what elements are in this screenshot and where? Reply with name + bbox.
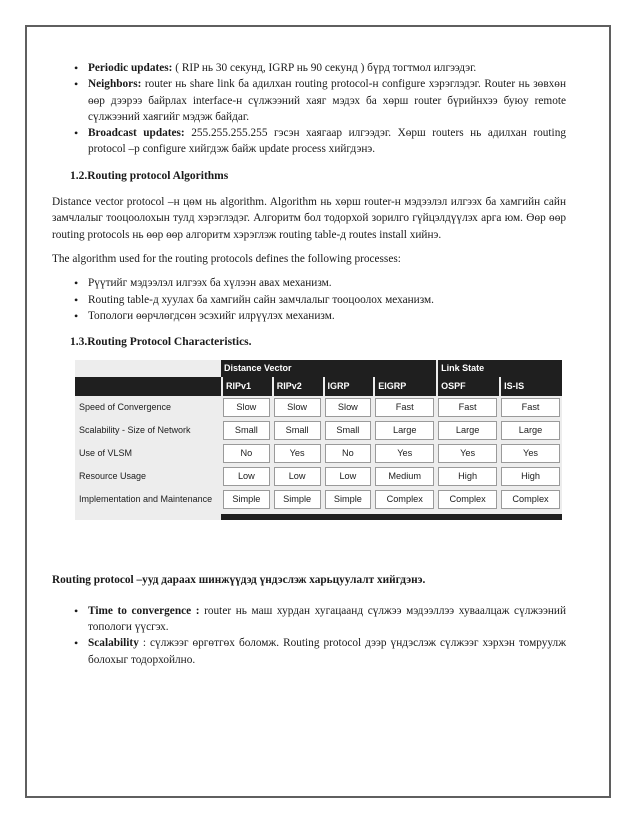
group-header: Distance Vector — [221, 360, 436, 376]
table-cell: Slow — [274, 398, 321, 417]
row-label: Resource Usage — [79, 471, 147, 482]
table-cell: Large — [375, 421, 434, 440]
list-item: • Broadcast updates: 255.255.255.255 гэсэн хаягаар илгээдэг. Хөрш routers нь адилхан routing protocol –р configure хийгдэж байж update process хийгдэнэ. — [52, 125, 566, 158]
table-row — [75, 442, 562, 465]
routing-protocol-table — [75, 360, 562, 520]
row-label: Implementation and Maintenance — [79, 494, 213, 505]
table-cell: No — [325, 444, 372, 463]
section-heading: 1.2.Routing protocol Algorithms — [70, 169, 229, 182]
table-cell: Medium — [375, 467, 434, 486]
list-item: • Топологи өөрчлөгдсөн эсэхийг илрүүлэх механизм. — [52, 308, 566, 324]
table-cell: Large — [438, 421, 497, 440]
table-cell: Simple — [274, 490, 321, 509]
list-item: • Periodic updates: ( RIP нь 30 секунд, IGRP нь 90 секунд ) бүрд тогтмол илгээдэг. — [52, 60, 566, 76]
paragraph: Distance vector protocol –н цөм нь algorithm. Algorithm нь хөрш router-н мэдээлэл илгээх ба хамгийн сайн замчлалыг тооцоолохын тулд хэрэглэдэг. Алгоритм бол тодорхой зорилго гүйцэлдүүлэх арга юм. Өөр өөр routing protocols нь өөр өөр алгоритм хэрэглэж routing table-д routes install хийнэ. — [52, 196, 566, 241]
table-row — [75, 488, 562, 511]
table-cell: Fast — [438, 398, 497, 417]
table-cell: Slow — [325, 398, 372, 417]
table-cell: Complex — [501, 490, 560, 509]
table-cell: Yes — [438, 444, 497, 463]
table-cell: Complex — [438, 490, 497, 509]
column-header: RIPv2 — [272, 377, 323, 396]
column-header: EIGRP — [373, 377, 436, 396]
process-list — [52, 275, 566, 324]
feature-list — [52, 60, 566, 158]
table-cell: No — [223, 444, 270, 463]
table-cell: Low — [223, 467, 270, 486]
paragraph-bold: Routing protocol –ууд дараах шинжүүдэд үндэслэж харьцуулалт хийгдэнэ. — [52, 574, 426, 587]
group-header: Link State — [436, 360, 562, 376]
list-item: • Рүүтийг мэдээлэл илгээх ба хүлээн авах механизм. — [52, 275, 566, 291]
list-item: • Neighbors: router нь share link ба адилхан routing protocol-н configure хэрэглэдэг. Router нь зөвхөн өөр дээрээ байрлах interface-н сүлжээний хаяг мэдэх ба хөрш router бүрийнхээ буюу remote сүлжээний хаягийг мэдэж байдаг. — [52, 76, 566, 125]
column-header: RIPv1 — [221, 377, 272, 396]
table-cell: Yes — [375, 444, 434, 463]
table-cell: Fast — [375, 398, 434, 417]
table-cell: Small — [223, 421, 270, 440]
paragraph: The algorithm used for the routing protocols defines the following processes: — [52, 252, 401, 265]
table-cell: Simple — [325, 490, 372, 509]
row-label: Scalability - Size of Network — [79, 425, 191, 436]
table-row — [75, 465, 562, 488]
table-cell: Small — [325, 421, 372, 440]
table-cell: High — [438, 467, 497, 486]
list-item: • Time to convergence : router нь маш хурдан хугацаанд сүлжээ мэдээллээ хуваалцаж сүлжээний топологи үүсгэх. — [52, 603, 566, 636]
table-cell: Slow — [223, 398, 270, 417]
row-label: Use of VLSM — [79, 448, 133, 459]
comparison-list — [52, 603, 566, 668]
row-label: Speed of Convergence — [79, 402, 172, 413]
list-item: • Routing table-д хуулах ба хамгийн сайн замчлалыг тооцоолох механизм. — [52, 292, 566, 308]
table-row — [75, 396, 562, 419]
column-header: OSPF — [436, 377, 499, 396]
table-cell: Low — [274, 467, 321, 486]
list-item: • Scalability : сүлжээг өргөтгөх боломж. Routing protocol дээр үндэслэж сүлжээг хэрхэн томруулж болохыг тодорхойлно. — [52, 635, 566, 668]
table-cell: Fast — [501, 398, 560, 417]
column-header: IGRP — [323, 377, 374, 396]
table-cell: Low — [325, 467, 372, 486]
column-header: IS-IS — [499, 377, 562, 396]
table-cell: Small — [274, 421, 321, 440]
table-cell: Yes — [274, 444, 321, 463]
table-cell: Large — [501, 421, 560, 440]
table-cell: Yes — [501, 444, 560, 463]
table-cell: Complex — [375, 490, 434, 509]
table-cell: High — [501, 467, 560, 486]
document-page — [52, 60, 566, 668]
table-cell: Simple — [223, 490, 270, 509]
section-heading: 1.3.Routing Protocol Characteristics. — [70, 336, 252, 349]
table-row — [75, 419, 562, 442]
